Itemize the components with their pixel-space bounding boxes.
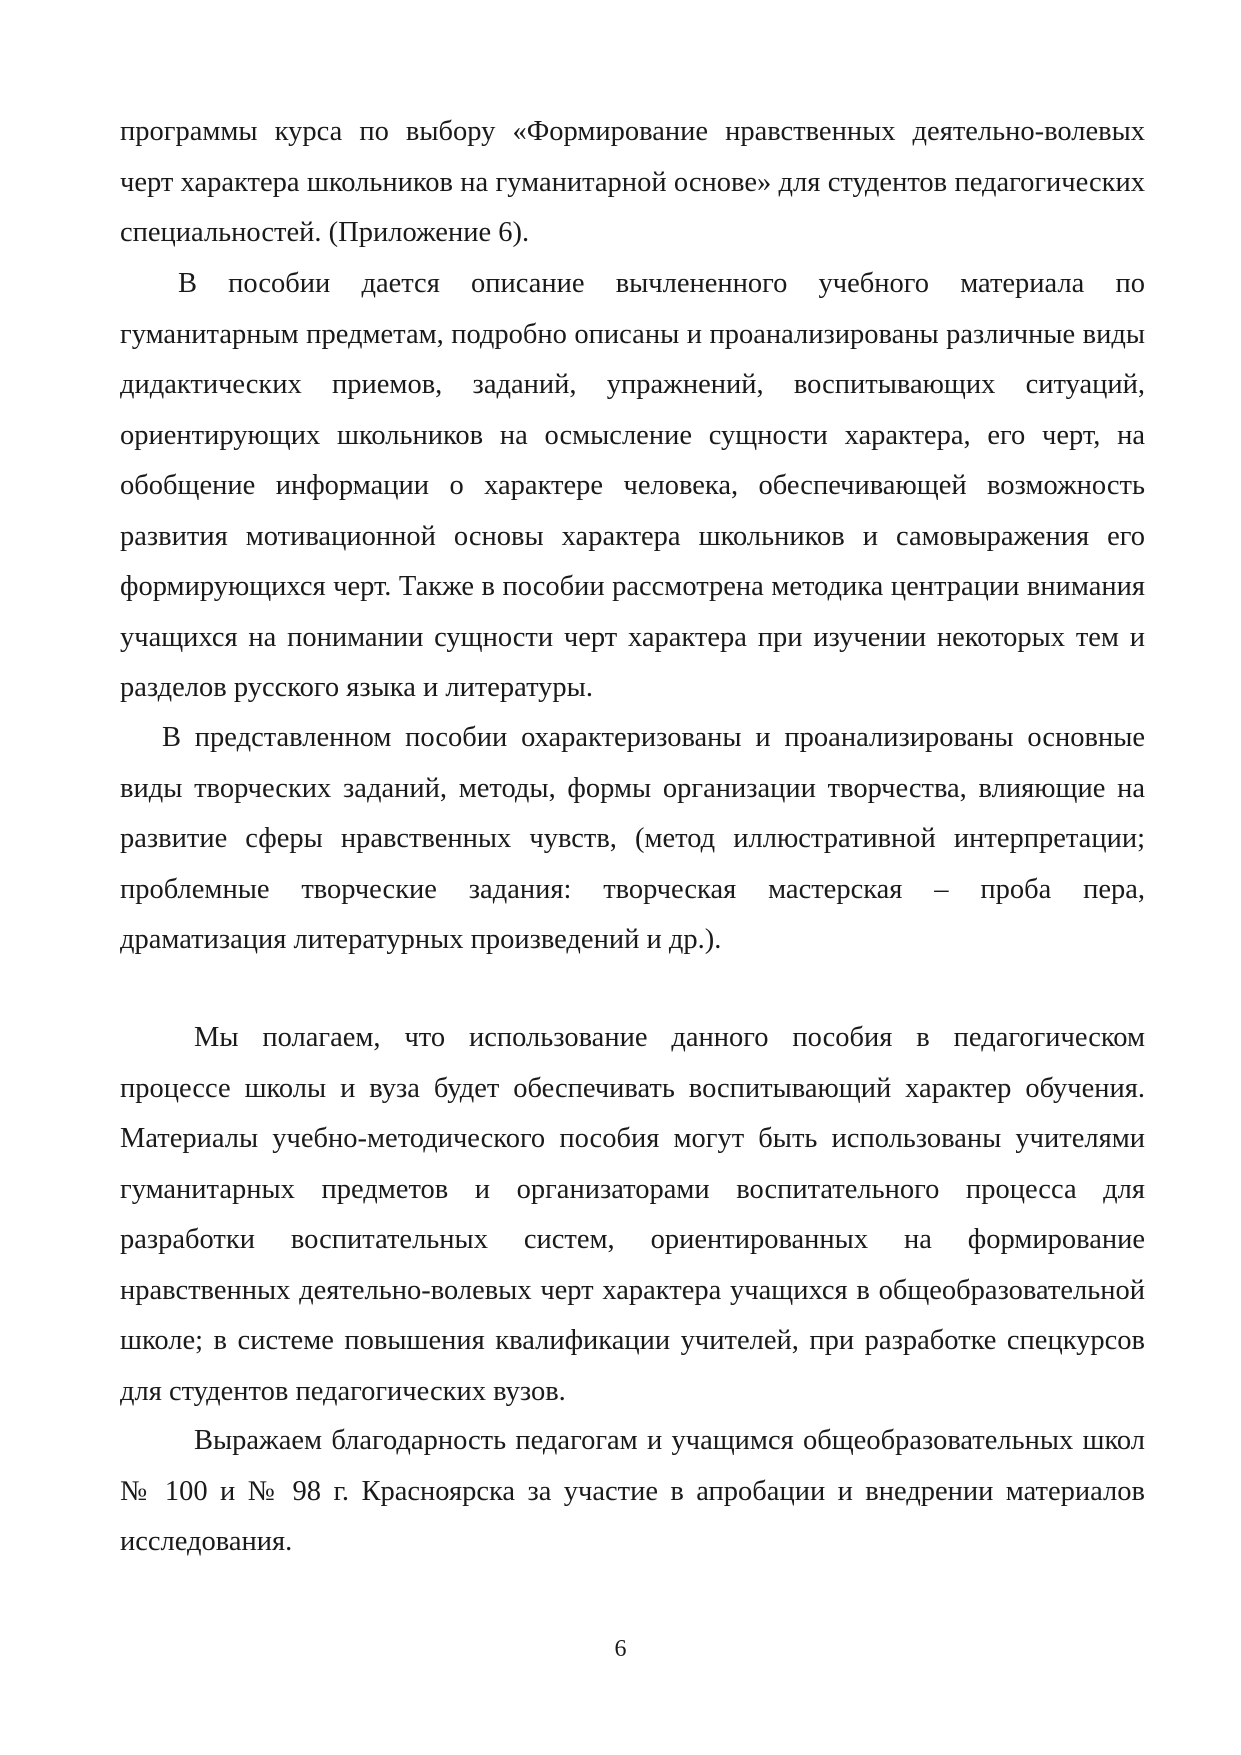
page-number: 6 <box>614 1636 627 1662</box>
paragraph-manual-description: В пособии дается описание вычлененного учебного материала по гуманитарным предметам, подробно описаны и проанализированы различные виды дидактических приемов, заданий, упражнений, воспитывающих ситуаций, ориентирующих школьников на осмысление сущности характера, его черт, на обобщение информации о характере человека, обеспечивающей возможность развития мотивационной основы характера школьников и самовыражения его формирующихся черт. Также в пособии рассмотрена методика центрации внимания учащихся на понимании сущности черт характера при изучении некоторых тем и разделов русского языка и литературы. <box>120 268 1145 703</box>
paragraph-course-program: программы курса по выбору «Формирование нравственных деятельно-волевых черт характера школьников на гуманитарной основе» для студентов педагогических специальностей. (Приложение 6). <box>120 116 1145 248</box>
paragraph-creative-tasks: В представленном пособии охарактеризованы и проанализированы основные виды творческих заданий, методы, формы организации творчества, влияющие на развитие сферы нравственных чувств, (метод иллюстративной интерпретации; проблемные творческие задания: творческая мастерская – проба пера, драматизация литературных произведений и др.). <box>120 722 1145 955</box>
paragraph-acknowledgement: Выражаем благодарность педагогам и учащимся общеобразовательных школ № 100 и № 98 г. Красноярска за участие в апробации и внедрении материалов исследования. <box>120 1425 1145 1557</box>
paragraph-manual-usage: Мы полагаем, что использование данного пособия в педагогическом процессе школы и вуза будет обеспечивать воспитывающий характер обучения. Материалы учебно-методического пособия могут быть использованы учителями гуманитарных предметов и организаторами воспитательного процесса для разработки воспитательных систем, ориентированных на формирование нравственных деятельно-волевых черт характера учащихся в общеобразовательной школе; в системе повышения квалификации учителей, при разработке спецкурсов для студентов педагогических вузов. <box>120 1022 1145 1407</box>
